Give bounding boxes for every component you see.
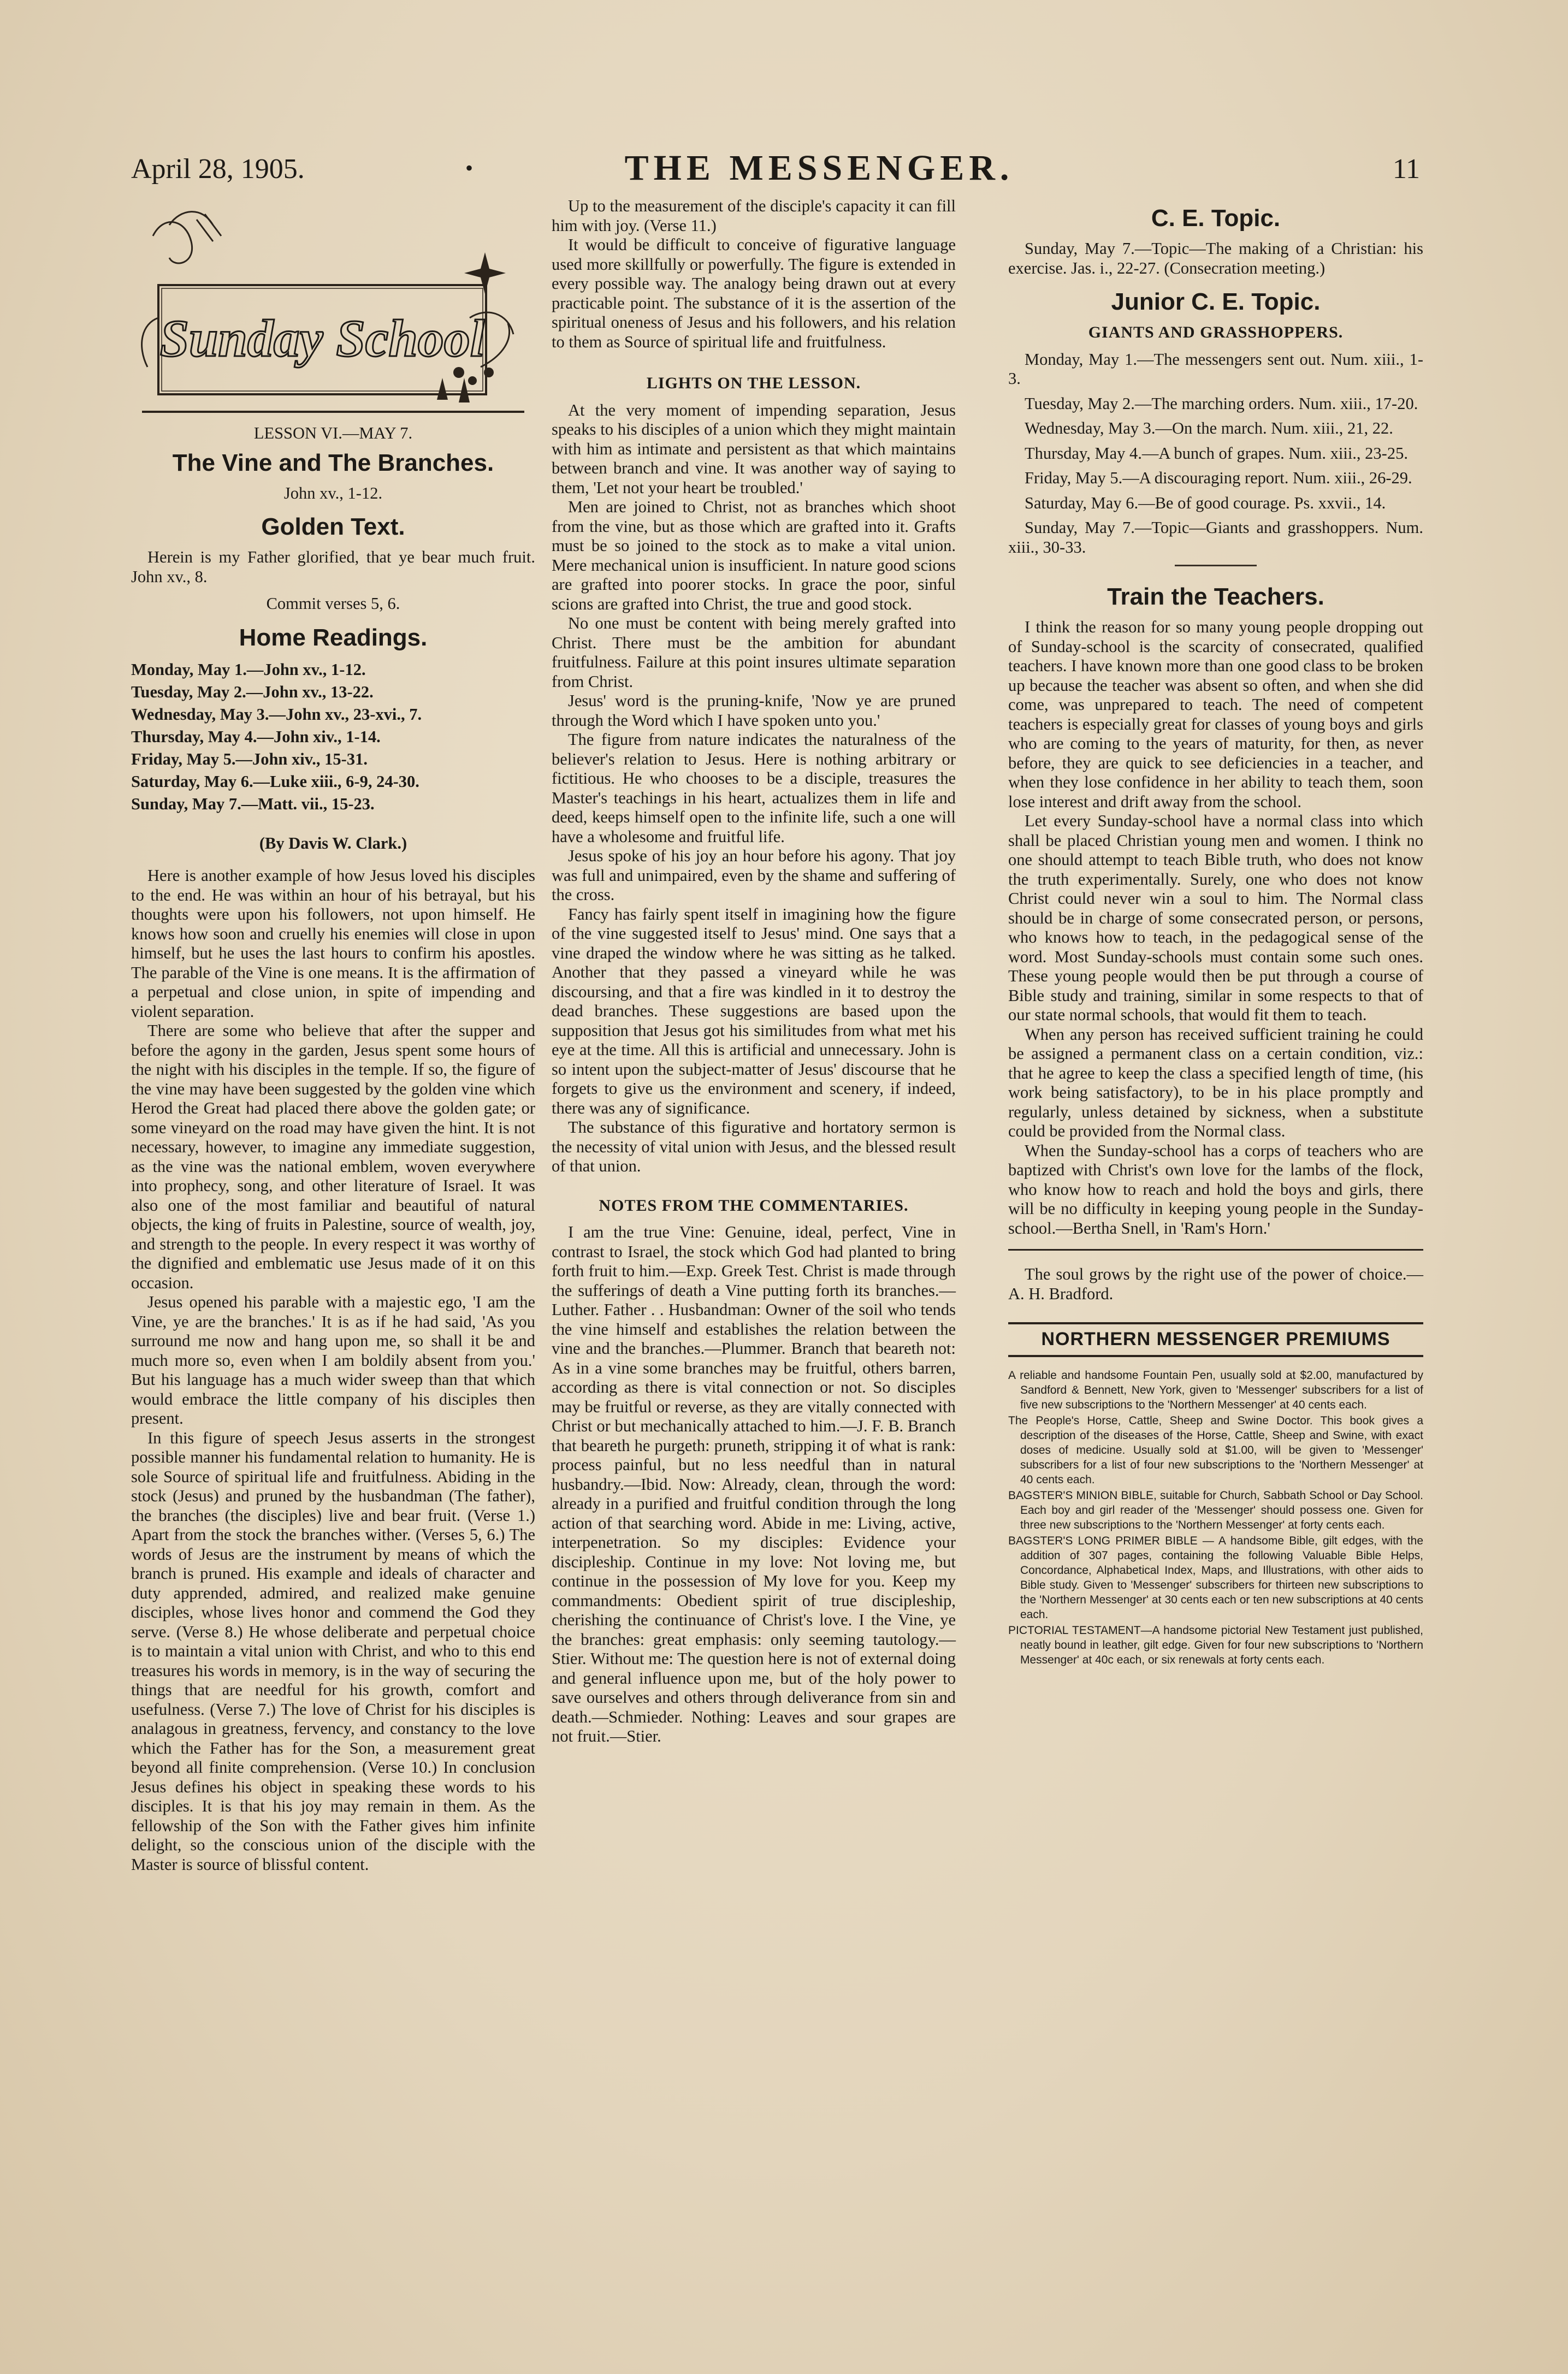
premiums-list (1008, 1368, 1423, 1667)
masthead-bullet: • (465, 156, 474, 180)
train-teachers-paragraph: When any person has received sufficient training he could be assigned a permanent class on a certain condition, viz.: that he agree to keep the class a specified length of time, (his work being satisfactory), to be in his place promptly and regularly, unless detained by sickness, when a substitute could be provided from the Normal class. (1008, 1025, 1423, 1140)
train-teachers-paragraph: Let every Sunday-school have a normal class into which shall be placed Christian young men and women. I think no one should attempt to teach Bible truth, who does not know the truth experimentally. Surely, one who does not know Christ could never win a soul to him. The Normal class should be in charge of some consecrated person, or persons, who knows how to teach, in the pedagogical sense of the word. Most Sunday-schools must contain some such ones. These young people would then be put through a course of Bible study and training, similar in some respects to that of our state normal schools, that would fit them to teach. (1008, 812, 1423, 1024)
lesson-paragraph: Here is another example of how Jesus loved his disciples to the end. He was within an hour of his betrayal, but his thoughts were upon his followers, not upon himself. He knows how soon and cruelly his enemies will close in upon himself, but he uses the last hours to confirm his apostles. The parable of the Vine is one means. It is the affirmation of a perpetual and close union, in spite of impending and violent separation. (131, 866, 535, 1021)
logo-text: Sunday School (159, 309, 485, 368)
home-reading-item: Saturday, May 6.—Luke xiii., 6-9, 24-30. (131, 772, 419, 791)
premiums-heading: NORTHERN MESSENGER PREMIUMS (1008, 1322, 1423, 1357)
premium-item: PICTORIAL TESTAMENT—A handsome pictorial New Testament just published, neatly bound in leather, gilt edge. Given for four new subscriptions to 'Northern Messenger' at 40c each, or six renewals at forty cents each. (1008, 1624, 1423, 1666)
lights-heading: LIGHTS ON THE LESSON. (646, 374, 861, 392)
section-divider (1175, 565, 1257, 566)
lights-paragraph: The figure from nature indicates the naturalness of the believer's relation to Jesus. Here is nothing arbitrary or fictitious. He who chooses to be a disciple, treasures the Master's teachings in his heart, actualizes them in life and deed, keeps himself open to the infinite life, such a one will have a wholesome and fruitful life. (552, 730, 956, 846)
home-reading-item: Wednesday, May 3.—John xv., 23-xvi., 7. (131, 704, 422, 724)
page-number: 11 (1392, 153, 1420, 185)
junior-ce-item: Tuesday, May 2.—The marching orders. Num. xiii., 17-20. (1025, 394, 1418, 413)
lesson-paragraph: It would be difficult to conceive of figurative language used more skillfully or powerfully. The figure is extended in every possible way. The analogy being drawn out at every practicable point. The substance of it is the assertion of the spiritual oneness of Jesus and his followers, and his relation to them as Source of spiritual life and fruitfulness. (552, 235, 956, 351)
ce-topic-text: Sunday, May 7.—Topic—The making of a Christian: his exercise. Jas. i., 22-27. (Consecration meeting.) (1008, 239, 1423, 277)
newspaper-title: THE MESSENGER. (624, 148, 1014, 188)
lesson-paragraph: Up to the measurement of the disciple's capacity it can fill him with joy. (Verse 11.) (552, 197, 956, 235)
lesson-paragraph: There are some who believe that after the supper and before the agony in the garden, Jesus spent some hours of the night with his disciples in the temple. If so, the figure of the vine may have been suggested by the golden vine which Herod the Great had placed there above the golden gate; or some vineyard on the road may have given the hint. It is not necessary, however, to imagine any immediate suggestion, as the vine was the national emblem, woven everywhere into prophecy, song, and other literature of Israel. It was also one of the most familiar and beautiful of natural objects, the king of fruits in Palestine, source of wealth, joy, and strength to the people. In every respect it was worthy of the dignified and emblematic use Jesus made of it on this occasion. (131, 1021, 535, 1292)
train-teachers-paragraph: I think the reason for so many young people dropping out of Sunday-school is the scarcity of consecrated, qualified teachers. I have known more than one good class to be broken up because the teacher was absent so often, and when she did come, was unprepared to teach. The need of competent teachers is especially great for classes of young boys and girls who are coming to the years of maturity, for then, as never before, they are quick to see deficiencies in a teacher, and when they lose confidence in her ability to teach them, soon lose interest and drift away from the school. (1008, 618, 1423, 811)
golden-text-heading: Golden Text. (261, 513, 405, 540)
home-reading-item: Tuesday, May 2.—John xv., 13-22. (131, 682, 374, 701)
lights-paragraph: Jesus' word is the pruning-knife, 'Now ye are pruned through the Word which I have spoken unto you.' (552, 691, 956, 730)
sunday-school-logo-graphic (131, 203, 535, 416)
issue-date: April 28, 1905. (131, 153, 305, 185)
junior-ce-subheading: GIANTS AND GRASSHOPPERS. (1088, 323, 1344, 341)
home-reading-item: Sunday, May 7.—Matt. vii., 15-23. (131, 794, 375, 813)
bradford-quote: The soul grows by the right use of the power of choice.—A. H. Bradford. (1008, 1265, 1423, 1303)
lesson-label: LESSON VI.—MAY 7. (253, 424, 413, 442)
byline: (By Davis W. Clark.) (259, 833, 407, 852)
premium-item: A reliable and handsome Fountain Pen, usually sold at $2.00, manufactured by Sandford & Bennett, New York, given to 'Messenger' subscribers for a list of five new subscriptions to the 'Northern Messenger' at 40 cents each. (1008, 1369, 1423, 1411)
masthead (131, 147, 1420, 197)
lesson-title: The Vine and The Branches. (172, 449, 494, 476)
column-3 (1008, 197, 1423, 1668)
junior-ce-item: Friday, May 5.—A discouraging report. Num. xiii., 26-29. (1025, 469, 1412, 487)
junior-ce-item: Wednesday, May 3.—On the march. Num. xiii., 21, 22. (1025, 419, 1393, 437)
junior-ce-topic-heading: Junior C. E. Topic. (1111, 288, 1321, 315)
premium-item: The People's Horse, Cattle, Sheep and Swine Doctor. This book gives a description of the diseases of the Horse, Cattle, Sheep and Swine, with exact doses of medicine. Usually sold at $1.00, will be given to 'Messenger' subscribers for a list of four new subscriptions to the 'Northern Messenger' at 40 cents each. (1008, 1414, 1423, 1486)
column-2 (552, 197, 956, 1747)
lights-paragraph: At the very moment of impending separation, Jesus speaks to his disciples of a union which they might maintain with him as intimate and persistent as that which maintains between branch and vine. It was another way of saying to them, 'Let not your heart be troubled.' (552, 400, 956, 497)
train-teachers-paragraph: When the Sunday-school has a corps of teachers who are baptized with Christ's own love for the lambs of the flock, who know how to reach and hold the boys and girls, there will be no difficulty in keeping young people in the Sunday-school.—Bertha Snell, in 'Ram's Horn.' (1008, 1141, 1423, 1238)
home-reading-item: Monday, May 1.—John xv., 1-12. (131, 660, 366, 679)
lights-paragraph: No one must be content with being merely grafted into Christ. There must be the ambition for abundant fruitfulness. Failure at this point insures ultimate separation from Christ. (552, 614, 956, 691)
golden-text: Herein is my Father glorified, that ye bear much fruit. John xv., 8. (131, 548, 535, 586)
lights-paragraph: Fancy has fairly spent itself in imagining how the figure of the vine suggested itself to Jesus' mind. One says that a vine draped the window where he was sitting as he talked. Another that they passed a vineyard while he was discoursing, and that a fire was kindled in it to destroy the dead branches. These suggestions are based upon the supposition that Jesus got his similitudes from what met his eye at the time. All this is artificial and unnecessary. John is so intent upon the subject-matter of Jesus' discourse that he forgets to give us the environment and scenery, if indeed, there was any of significance. (552, 904, 956, 1117)
junior-ce-item: Thursday, May 4.—A bunch of grapes. Num. xiii., 23-25. (1025, 443, 1408, 463)
junior-ce-item: Sunday, May 7.—Topic—Giants and grasshoppers. Num. xiii., 30-33. (1008, 518, 1423, 557)
premium-item: BAGSTER'S MINION BIBLE, suitable for Church, Sabbath School or Day School. Each boy and girl reader of the 'Messenger' should possess one. Given for three new subscriptions to the 'Northern Messenger' at forty cents each. (1008, 1489, 1423, 1531)
home-readings-list (131, 659, 535, 815)
lesson-reference: John xv., 1-12. (283, 483, 383, 502)
lights-paragraph: Men are joined to Christ, not as branches which shoot from the vine, but as those which are grafted into it. Grafts must be so joined to the stock as to make a vital union. Mere mechanical union is insufficient. In nature good scions are grafted into poorer stocks. In grace the poor, sinful scions are grafted into Christ, the true and good stock. (552, 498, 956, 613)
sunday-school-logo (131, 203, 535, 416)
notes-paragraph: I am the true Vine: Genuine, ideal, perfect, Vine in contrast to Israel, the stock which God had planted to bring forth fruit to him.—Exp. Greek Test. Christ is made through the sufferings of death a Vine putting forth its branches.—Luther. Father . . Husbandman: Owner of the soil who tends the vine himself and establishes the relation between the vine and the branches.—Plummer. Branch that beareth not: As in a vine some branches may be fruitful, others barren, according as there is vital connection or not. So disciples may be fruitful or reverse, as they are vitally connected with Christ or but mechanically attached to him.—J. F. B. Branch that beareth he purgeth: pruneth, stripping it of what is rank: process painful, but no less needful than in natural husbandry.—Ibid. Now: Already, clean, through the word: already in a purified and fruitful condition through the long action of that searching word. Abide in me: Living, active, interpenetration. So my disciples: Evidence your discipleship. Continue in my love: Not loving me, but continue in the possession of My love for you. Keep my commandments: Obedient spirit of true discipleship, cherishing the continuance of Christ's love. I the Vine, ye the branches: great emphasis: only seeming tautology.—Stier. Without me: The question here is not of external doing and general influence upon me, but of the holy power to save ourselves and others through deliverance from sin and death.—Schmieder. Nothing: Leaves and sour grapes are not fruit.—Stier. (552, 1223, 956, 1745)
notes-heading: NOTES FROM THE COMMENTARIES. (599, 1196, 909, 1215)
commit-verses: Commit verses 5, 6. (266, 594, 400, 613)
home-reading-item: Thursday, May 4.—John xiv., 1-14. (131, 727, 381, 746)
lesson-paragraph: Jesus opened his parable with a majestic ego, 'I am the Vine, ye are the branches.' It is as if he had said, 'As you surround me now and hang upon me, so shall it be and much more so, even when I am boldily absent from you.' But his language has a much wider sweep than that which would embrace the little company of his disciples then present. (131, 1293, 535, 1428)
column-1 (131, 197, 535, 1874)
home-readings-heading: Home Readings. (239, 624, 428, 651)
lights-paragraph: Jesus spoke of his joy an hour before his agony. That joy was full and unimpaired, even by the shame and suffering of the cross. (552, 846, 956, 904)
lights-paragraph: The substance of this figurative and hortatory sermon is the necessity of vital union with Jesus, and the blessed result of that union. (552, 1118, 956, 1175)
junior-ce-item: Monday, May 1.—The messengers sent out. Num. xiii., 1-3. (1008, 350, 1423, 388)
lesson-paragraph: In this figure of speech Jesus asserts in the strongest possible manner his fundamental relation to humanity. He is sole Source of spiritual life and fruitfulness. Abiding in the stock (Jesus) and pruned by the husbandman (The father), the branches (the disciples) live and bear fruit. (Verse 1.) Apart from the stock the branches wither. (Verses 5, 6.) The words of Jesus are the instrument by means of which the branch is pruned. His example and ideals of character and duty apprended, admired, and realized make genuine disciples, whose lives honor and commend the God they serve. (Verse 8.) He whose deliberate and perpetual choice is to maintain a vital union with Christ, and who to this end treasures his words in memory, is in the way of securing the things that are needful for his growth, comfort and usefulness. (Verse 7.) The love of Christ for his disciples is analagous in greatness, fervency, and constancy to the love which the Father has for the Son, a measurement great beyond all finite comprehension. (Verse 10.) In conclusion Jesus defines his object in speaking these words to his disciples. It is that his joy may remain in them. As the fellowship of the Son with the Father gives him infinite delight, so the conscious union of the disciple with the Master is source of blissful content. (131, 1428, 535, 1874)
home-reading-item: Friday, May 5.—John xiv., 15-31. (131, 749, 368, 768)
junior-ce-item: Saturday, May 6.—Be of good courage. Ps. xxvii., 14. (1025, 493, 1386, 512)
ce-topic-heading: C. E. Topic. (1151, 205, 1281, 232)
junior-ce-list (1008, 350, 1423, 558)
premium-item: BAGSTER'S LONG PRIMER BIBLE — A handsome Bible, gilt edges, with the addition of 307 pages, containing the following Valuable Bible Helps, Concordance, Alphabetical Index, Maps, and Illustrations, with other aids to Bible study. Given to 'Messenger' subscribers for thirteen new subscriptions to the 'Northern Messenger' at 30 cents each or ten new subscriptions at 40 cents each. (1008, 1534, 1423, 1621)
train-teachers-heading: Train the Teachers. (1107, 583, 1324, 610)
section-divider (1008, 1249, 1423, 1251)
